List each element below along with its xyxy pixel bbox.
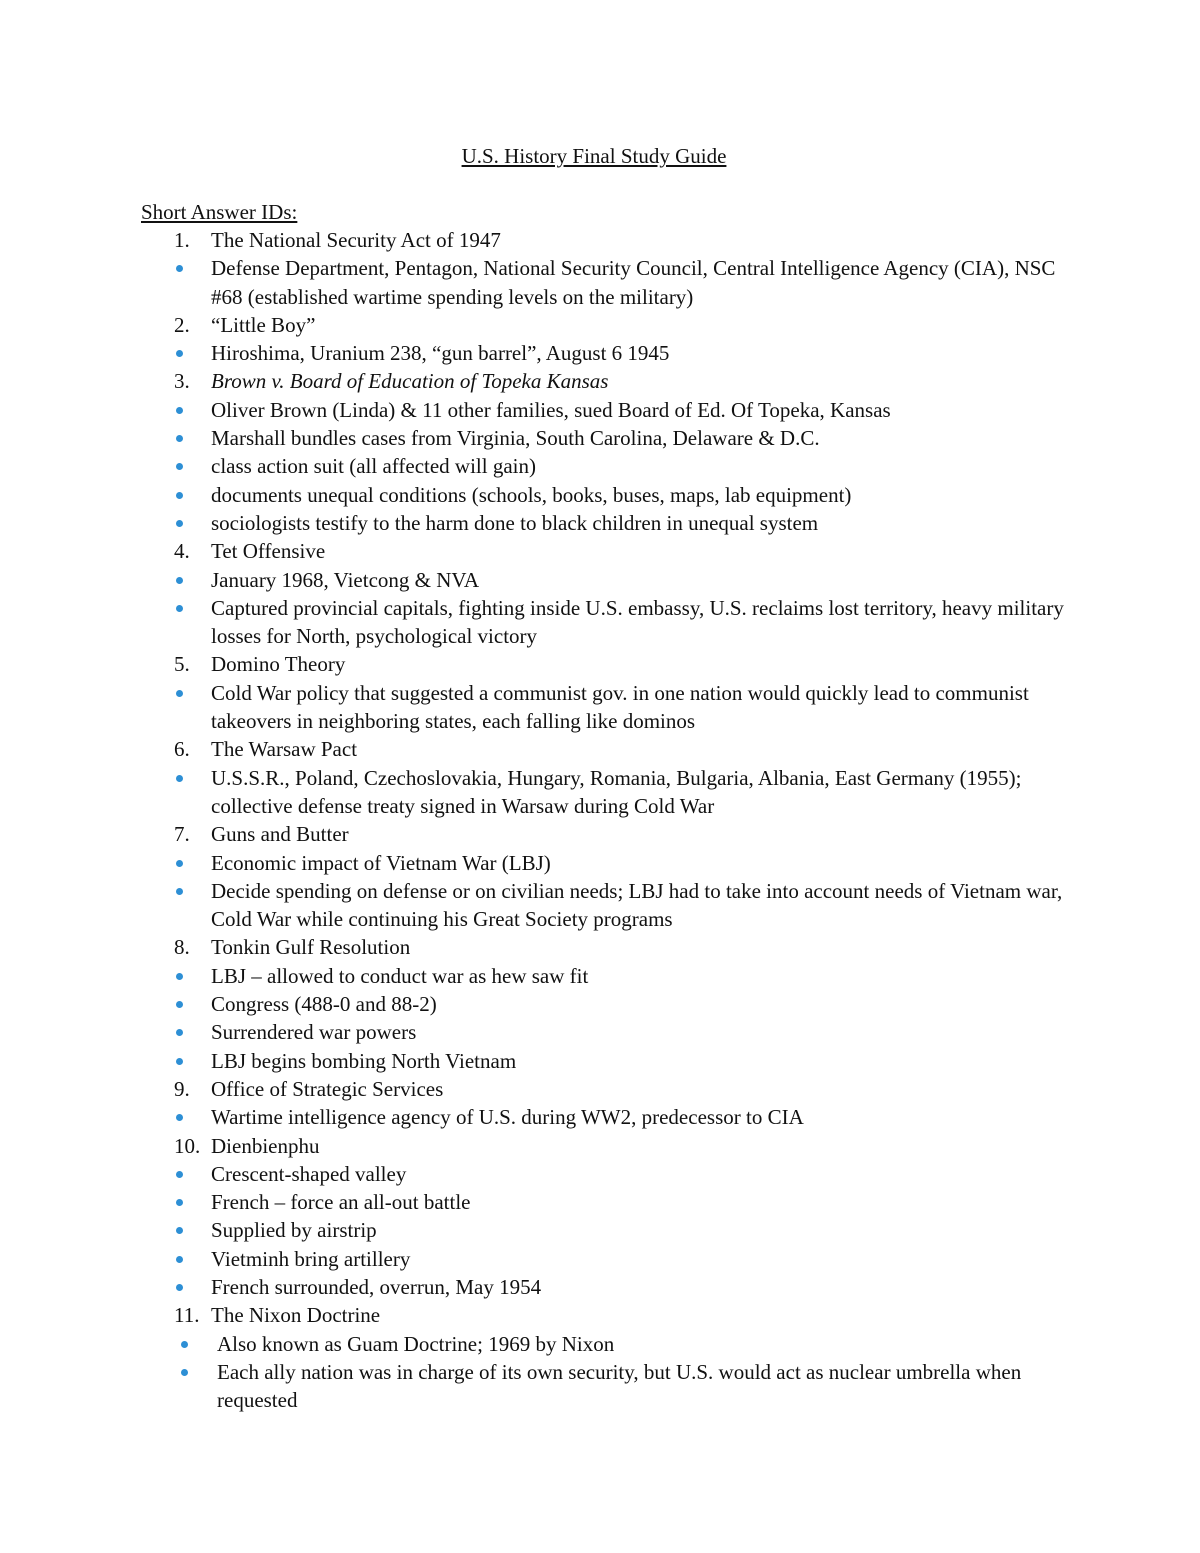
bullet-item [0,594,1200,651]
item-heading: Guns and Butter [211,822,349,847]
item-detail: Supplied by airstrip [211,1218,377,1243]
bullet-dot-icon [176,1256,183,1263]
bullet-item [0,1216,1200,1244]
numbered-item [0,367,1200,395]
item-heading: Brown v. Board of Education of Topeka Kansas [211,369,609,394]
item-detail: Marshall bundles cases from Virginia, South Carolina, Delaware & D.C. [211,426,820,451]
item-detail: Captured provincial capitals, fighting inside U.S. embassy, U.S. reclaims lost territory, heavy military losses for North, psychological victory [211,595,1064,649]
bullet-dot-icon [176,690,183,697]
item-detail: Crescent-shaped valley [211,1161,407,1186]
item-detail: French – force an all-out battle [211,1190,471,1215]
bullet-item [0,962,1200,990]
item-number: 8. [174,935,190,960]
bullet-dot-icon [176,520,183,527]
item-detail: documents unequal conditions (schools, books, buses, maps, lab equipment) [211,482,852,507]
bullet-item [0,1160,1200,1188]
numbered-item [0,226,1200,254]
numbered-item [0,820,1200,848]
item-number: 7. [174,822,190,847]
item-heading: Domino Theory [211,652,346,677]
bullet-item [0,1358,1200,1415]
item-heading: The Nixon Doctrine [211,1303,381,1328]
item-number: 1. [174,228,190,252]
bullet-dot-icon [176,407,183,414]
bullet-item [0,452,1200,480]
item-detail: January 1968, Vietcong & NVA [211,567,480,592]
bullet-item [0,481,1200,509]
item-detail: Wartime intelligence agency of U.S. during WW2, predecessor to CIA [211,1105,804,1130]
bullet-item [0,566,1200,594]
bullet-dot-icon [176,1029,183,1036]
item-number: 5. [174,652,190,677]
bullet-dot-icon [176,1284,183,1291]
item-detail: LBJ – allowed to conduct war as hew saw fit [211,963,589,988]
numbered-item [0,650,1200,678]
numbered-item [0,735,1200,763]
bullet-item [0,1245,1200,1273]
bullet-item [0,509,1200,537]
bullet-item [0,254,1200,311]
bullet-dot-icon [176,1114,183,1121]
document-title: U.S. History Final Study Guide [461,144,727,168]
bullet-dot-icon [181,1369,188,1376]
item-heading: The Warsaw Pact [211,737,358,762]
bullet-item [0,1330,1200,1358]
bullet-item [0,1103,1200,1131]
bullet-dot-icon [176,350,183,357]
numbered-item [0,1075,1200,1103]
bullet-dot-icon [176,577,183,584]
numbered-item [0,311,1200,339]
bullet-dot-icon [176,775,183,782]
item-detail: sociologists testify to the harm done to black children in unequal system [211,510,819,535]
bullet-dot-icon [176,860,183,867]
bullet-dot-icon [176,1001,183,1008]
study-guide-list [0,226,1200,1414]
bullet-item [0,1018,1200,1046]
item-detail: Defense Department, Pentagon, National Security Council, Central Intelligence Agency (CIA), NSC #68 (established wartime spending levels on the military) [211,256,1056,309]
bullet-dot-icon [176,1199,183,1206]
bullet-dot-icon [176,605,183,612]
item-heading: Dienbienphu [211,1133,320,1158]
numbered-item [0,1132,1200,1160]
item-detail: Vietminh bring artillery [211,1246,411,1271]
item-heading: The National Security Act of 1947 [211,228,501,252]
item-heading: Tet Offensive [211,539,326,564]
bullet-dot-icon [176,888,183,895]
item-number: 9. [174,1076,190,1101]
item-detail: Congress (488-0 and 88-2) [211,992,437,1017]
bullet-item [0,679,1200,736]
section-label: Short Answer IDs: [141,200,298,224]
item-detail: Hiroshima, Uranium 238, “gun barrel”, August 6 1945 [211,341,670,366]
item-detail: LBJ begins bombing North Vietnam [211,1048,517,1073]
item-detail: class action suit (all affected will gain) [211,454,536,479]
bullet-item [0,849,1200,877]
item-number: 3. [174,369,190,394]
bullet-item [0,1188,1200,1216]
item-number: 11. [174,1303,200,1328]
item-detail: Oliver Brown (Linda) & 11 other families, sued Board of Ed. Of Topeka, Kansas [211,397,891,422]
bullet-item [0,396,1200,424]
bullet-dot-icon [176,435,183,442]
item-detail: French surrounded, overrun, May 1954 [211,1274,542,1299]
item-detail: Decide spending on defense or on civilian needs; LBJ had to take into account needs of Vietnam war, Cold War while continuing his Great Society programs [211,878,1063,932]
bullet-item [0,424,1200,452]
bullet-dot-icon [176,463,183,470]
bullet-dot-icon [176,1227,183,1234]
bullet-dot-icon [176,1058,183,1065]
numbered-item [0,1301,1200,1329]
bullet-dot-icon [181,1341,188,1348]
bullet-dot-icon [176,265,183,272]
bullet-item [0,990,1200,1018]
bullet-item [0,764,1200,821]
bullet-item [0,877,1200,934]
bullet-item [0,1273,1200,1301]
item-detail: Surrendered war powers [211,1020,417,1045]
bullet-item [0,339,1200,367]
item-detail: Cold War policy that suggested a communist gov. in one nation would quickly lead to communist takeovers in neighboring states, each falling like dominos [211,680,1029,734]
item-heading: “Little Boy” [211,312,316,337]
item-detail: Also known as Guam Doctrine; 1969 by Nixon [217,1331,615,1356]
item-detail: Economic impact of Vietnam War (LBJ) [211,850,551,875]
bullet-dot-icon [176,973,183,980]
numbered-item [0,933,1200,961]
bullet-dot-icon [176,1171,183,1178]
item-heading: Tonkin Gulf Resolution [211,935,411,960]
numbered-item [0,537,1200,565]
item-number: 10. [174,1133,201,1158]
bullet-dot-icon [176,492,183,499]
bullet-item [0,1047,1200,1075]
item-number: 6. [174,737,190,762]
item-number: 2. [174,312,190,337]
item-heading: Office of Strategic Services [211,1076,444,1101]
item-detail: U.S.S.R., Poland, Czechoslovakia, Hungary, Romania, Bulgaria, Albania, East Germany (1955); collective defense treaty signed in Warsaw during Cold War [211,765,1022,818]
item-detail: Each ally nation was in charge of its own security, but U.S. would act as nuclear umbrella when requested [217,1359,1022,1413]
item-number: 4. [174,539,190,564]
